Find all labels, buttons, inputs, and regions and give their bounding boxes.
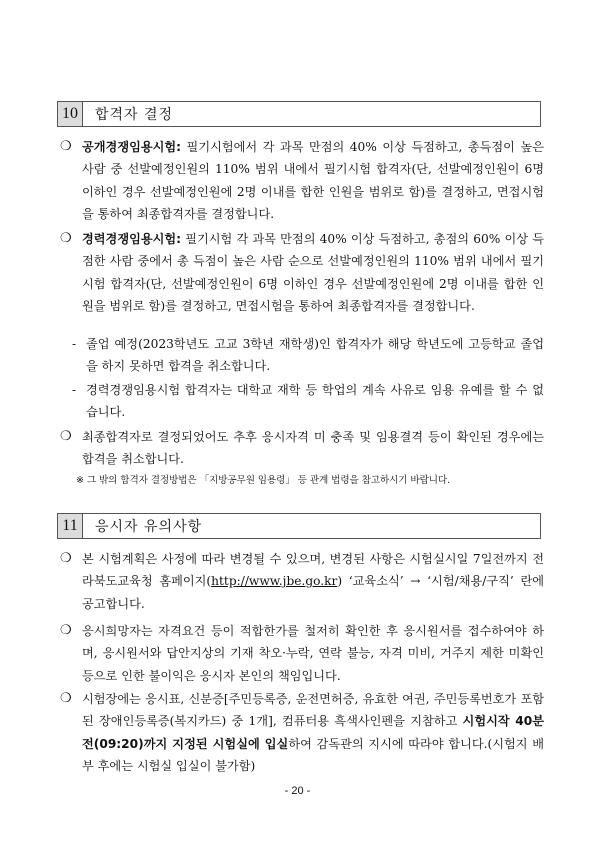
exam-site-text-b: 하여 감독관의 지시에 따라야 합니다.(시험지 배부 후에는 시험실 입실이 불가함): [82, 736, 544, 774]
bullet-icon: ❍: [60, 139, 72, 154]
s11-paragraph-schedule-change: [60, 548, 544, 615]
graduation-text: 졸업 예정(2023학년도 고교 3학년 재학생)인 합격자가 해당 학년도에 고등학교 졸업을 하지 못하면 합격을 취소합니다.: [86, 337, 544, 374]
dash-mark: -: [72, 383, 77, 397]
bullet-icon: ❍: [60, 429, 72, 444]
bullet-icon: ❍: [60, 231, 72, 246]
career-competition-label: 경력경쟁임용시험:: [82, 232, 182, 246]
s10-dash-deferral: [72, 379, 544, 424]
s11-paragraph-eligibility: [60, 620, 544, 687]
section-11-header: [57, 511, 541, 541]
cancellation-text: 최종합격자로 결정되었어도 추후 응시자격 미 충족 및 임용결격 등이 확인된 경우에는 합격을 취소합니다.: [82, 430, 544, 467]
section-10-title: 합격자 결정: [82, 101, 541, 127]
eligibility-text: 응시희망자는 자격요건 등이 적합한가를 철저히 확인한 후 응시원서를 접수하여야 하며, 응시원서와 답안지상의 기재 착오·누락, 연락 불능, 자격 미비, 거주지 제한 미확인 등으로 인한 불이익은 응시자 본인의 책임입니다.: [82, 624, 544, 683]
section-10-number: 10: [57, 101, 82, 127]
career-competition-text: 필기시험 각 과목 만점의 40% 이상 득점하고, 총점의 60% 이상 득점한 사람 중에서 총 득점이 높은 사람 순으로 선발예정인원의 110% 범위 내에서 필기시험 합격자(단, 선발예정인원이 6명 이하인 경우 선발예정인원에 2명 이내를 합한 인원을 범위로 함)를 결정하고, 면접시험을 통하여 최종합격자를 결정합니다.: [82, 232, 544, 314]
bullet-icon: ❍: [60, 623, 72, 638]
dash-mark: -: [72, 337, 77, 351]
schedule-change-text-a: 본 시험계획은 사정에 따라 변경될 수 있으며, 변경된 사항은 시험실시일 7일전까지 전라북도교육청 홈페이지(: [82, 552, 544, 589]
s10-dash-graduation: [72, 333, 544, 378]
exam-site-text-a: 시험장에는 응시표, 신분증[주민등록증, 운전면허증, 유효한 여권, 주민등록번호가 포함된 장애인등록증(복지카드) 중 1개], 컴퓨터용 흑색사인펜을 지참하고: [82, 692, 544, 729]
section-10-header: [57, 99, 541, 129]
deferral-text: 경력경쟁임용시험 합격자는 대학교 재학 등 학업의 계속 사유로 임용 유예를 할 수 없습니다.: [86, 383, 544, 420]
schedule-change-text-b: ) ‘교육소식’ → ‘시험/채용/구직’ 란에 공고합니다.: [82, 574, 544, 611]
open-competition-label: 공개경쟁임용시험:: [82, 140, 182, 154]
section-11-number: 11: [57, 513, 82, 539]
open-competition-text: 필기시험에서 각 과목 만점의 40% 이상 득점하고, 총득점이 높은 사람 중 선발예정인원의 110% 범위 내에서 필기시험 합격자(단, 선발예정인원이 6명 이하인 경우 선발예정인원에 2명 이내를 합한 인원을 범위로 함)를 결정하고, 면접시험을 통하여 최종합격자를 결정합니다.: [82, 140, 544, 222]
bullet-icon: ❍: [60, 691, 72, 706]
s10-paragraph-career-competition: [60, 228, 544, 318]
s11-paragraph-exam-site: [60, 688, 544, 778]
homepage-link[interactable]: http://www.jbe.go.kr: [211, 574, 338, 589]
s10-paragraph-open-competition: [60, 136, 544, 226]
bullet-icon: ❍: [60, 551, 72, 566]
section-11-title: 응시자 유의사항: [82, 513, 541, 539]
page-number: - 20 -: [284, 785, 311, 797]
s10-note: ※ 그 밖의 합격자 결정방법은 「지방공무원 임용령」 등 관계 법령을 참고하시기 바랍니다.: [76, 475, 451, 486]
s10-paragraph-cancellation: [60, 426, 544, 471]
entry-deadline-text: 시험시작 40분전(09:20)까지 지정된 시험실에 입실: [82, 714, 544, 751]
